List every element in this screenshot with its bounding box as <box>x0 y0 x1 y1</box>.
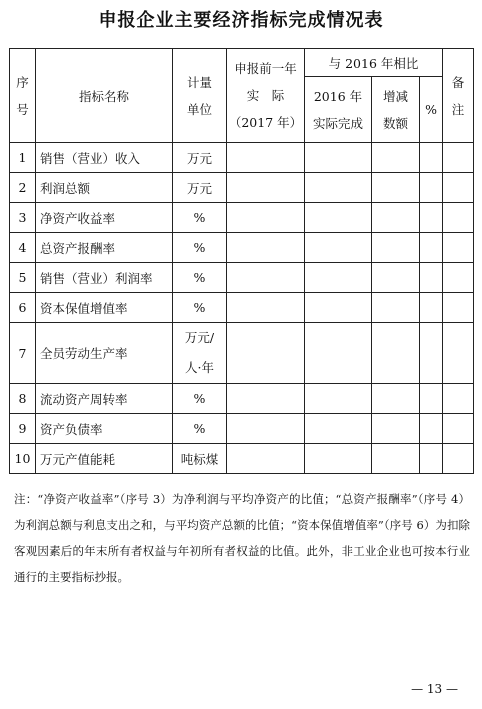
row-unit: % <box>173 293 227 323</box>
row-number: 2 <box>10 173 36 203</box>
table-row <box>10 143 474 173</box>
header-pct: % <box>420 77 443 143</box>
row-2016-value <box>305 143 372 173</box>
row-number: 7 <box>10 323 36 384</box>
row-remark <box>443 414 474 444</box>
row-change-value <box>372 293 420 323</box>
row-change-value <box>372 203 420 233</box>
row-remark <box>443 444 474 474</box>
row-pct-value <box>420 384 443 414</box>
row-prev-year-value <box>227 143 305 173</box>
row-prev-year-value <box>227 173 305 203</box>
row-indicator-name: 总资产报酬率 <box>36 233 173 263</box>
table-row <box>10 173 474 203</box>
header-prev-year <box>227 49 305 143</box>
row-number: 5 <box>10 263 36 293</box>
page-title: 申报企业主要经济指标完成情况表 <box>98 10 384 31</box>
row-number: 1 <box>10 143 36 173</box>
indicator-table <box>9 48 474 474</box>
header-actual-2016-line1: 2016 年 <box>313 88 363 104</box>
header-remark-line2: 注 <box>451 101 465 117</box>
row-indicator-name: 资本保值增值率 <box>36 293 173 323</box>
row-change-value <box>372 233 420 263</box>
page-number: — 13 — <box>411 682 458 696</box>
row-unit: % <box>173 233 227 263</box>
row-2016-value <box>305 414 372 444</box>
row-pct-value <box>420 323 443 384</box>
row-remark <box>443 384 474 414</box>
row-2016-value <box>305 323 372 384</box>
header-remark <box>443 49 474 143</box>
row-change-value <box>372 263 420 293</box>
row-pct-value <box>420 173 443 203</box>
row-pct-value <box>420 293 443 323</box>
row-remark <box>443 173 474 203</box>
row-indicator-name: 全员劳动生产率 <box>36 323 173 384</box>
row-2016-value <box>305 173 372 203</box>
row-2016-value <box>305 203 372 233</box>
header-prev-year-line2: 实 际 <box>246 88 285 103</box>
row-number: 3 <box>10 203 36 233</box>
header-compare: 与 2016 年相比 <box>305 49 443 77</box>
row-unit: % <box>173 384 227 414</box>
row-prev-year-value <box>227 414 305 444</box>
row-unit-line: 人·年 <box>185 360 214 375</box>
table-row <box>10 293 474 323</box>
header-seq-line2: 号 <box>16 101 29 117</box>
row-prev-year-value <box>227 203 305 233</box>
header-prev-year-line3: （2017 年） <box>228 115 303 130</box>
row-pct-value <box>420 263 443 293</box>
row-number: 9 <box>10 414 36 444</box>
row-change-value <box>372 384 420 414</box>
row-number: 6 <box>10 293 36 323</box>
table-row <box>10 384 474 414</box>
header-unit-line2: 单位 <box>186 101 212 117</box>
header-remark-line1: 备 <box>451 74 465 90</box>
row-prev-year-value <box>227 293 305 323</box>
row-prev-year-value <box>227 444 305 474</box>
row-remark <box>443 293 474 323</box>
table-row <box>10 323 474 384</box>
row-unit <box>173 323 227 384</box>
header-unit-line1: 计量 <box>186 74 212 90</box>
row-change-value <box>372 414 420 444</box>
row-change-value <box>372 143 420 173</box>
header-seq-line1: 序 <box>16 74 29 90</box>
table-row <box>10 233 474 263</box>
header-seq <box>10 49 36 143</box>
footnote: 注：“净资产收益率”（序号 3）为净利润与平均净资产的比值；“总资产报酬率”（序号 4）为利润总额与利息支出之和，与平均资产总额的比值；“资本保值增值率”（序号 6）为扣除客观因素后的年末所有者权益与年初所有者权益的比值。此外，非工业企业也可按本行业通行的主要指标抄报。 <box>14 492 470 584</box>
header-actual-2016 <box>305 77 372 143</box>
table-body <box>10 143 474 474</box>
row-pct-value <box>420 233 443 263</box>
header-name: 指标名称 <box>36 49 173 143</box>
row-indicator-name: 万元产值能耗 <box>36 444 173 474</box>
row-unit-line: 万元/ <box>184 330 215 345</box>
row-remark <box>443 233 474 263</box>
row-pct-value <box>420 203 443 233</box>
row-pct-value <box>420 143 443 173</box>
row-prev-year-value <box>227 263 305 293</box>
table-row <box>10 203 474 233</box>
row-remark <box>443 143 474 173</box>
row-change-value <box>372 173 420 203</box>
row-number: 10 <box>10 444 36 474</box>
header-actual-2016-line2: 实际完成 <box>312 115 363 131</box>
row-indicator-name: 资产负债率 <box>36 414 173 444</box>
row-indicator-name: 净资产收益率 <box>36 203 173 233</box>
row-remark <box>443 263 474 293</box>
header-unit <box>173 49 227 143</box>
row-prev-year-value <box>227 233 305 263</box>
header-change-line1: 增减 <box>382 88 408 104</box>
row-unit: 万元 <box>173 143 227 173</box>
row-change-value <box>372 444 420 474</box>
header-change <box>372 77 420 143</box>
row-unit: % <box>173 263 227 293</box>
row-change-value <box>372 323 420 384</box>
row-remark <box>443 323 474 384</box>
row-number: 8 <box>10 384 36 414</box>
row-2016-value <box>305 384 372 414</box>
row-pct-value <box>420 414 443 444</box>
row-unit: % <box>173 203 227 233</box>
row-number: 4 <box>10 233 36 263</box>
row-unit: 吨标煤 <box>173 444 227 474</box>
row-unit: 万元 <box>173 173 227 203</box>
row-indicator-name: 流动资产周转率 <box>36 384 173 414</box>
table-row <box>10 263 474 293</box>
table-row <box>10 444 474 474</box>
table-row <box>10 414 474 444</box>
row-indicator-name: 利润总额 <box>36 173 173 203</box>
row-indicator-name: 销售（营业）收入 <box>36 143 173 173</box>
row-2016-value <box>305 444 372 474</box>
row-prev-year-value <box>227 384 305 414</box>
row-2016-value <box>305 293 372 323</box>
header-prev-year-line1: 申报前一年 <box>234 61 297 76</box>
row-indicator-name: 销售（营业）利润率 <box>36 263 173 293</box>
table-header <box>10 49 474 143</box>
row-remark <box>443 203 474 233</box>
row-unit: % <box>173 414 227 444</box>
row-pct-value <box>420 444 443 474</box>
header-change-line2: 数额 <box>382 115 408 131</box>
row-2016-value <box>305 233 372 263</box>
row-prev-year-value <box>227 323 305 384</box>
row-2016-value <box>305 263 372 293</box>
